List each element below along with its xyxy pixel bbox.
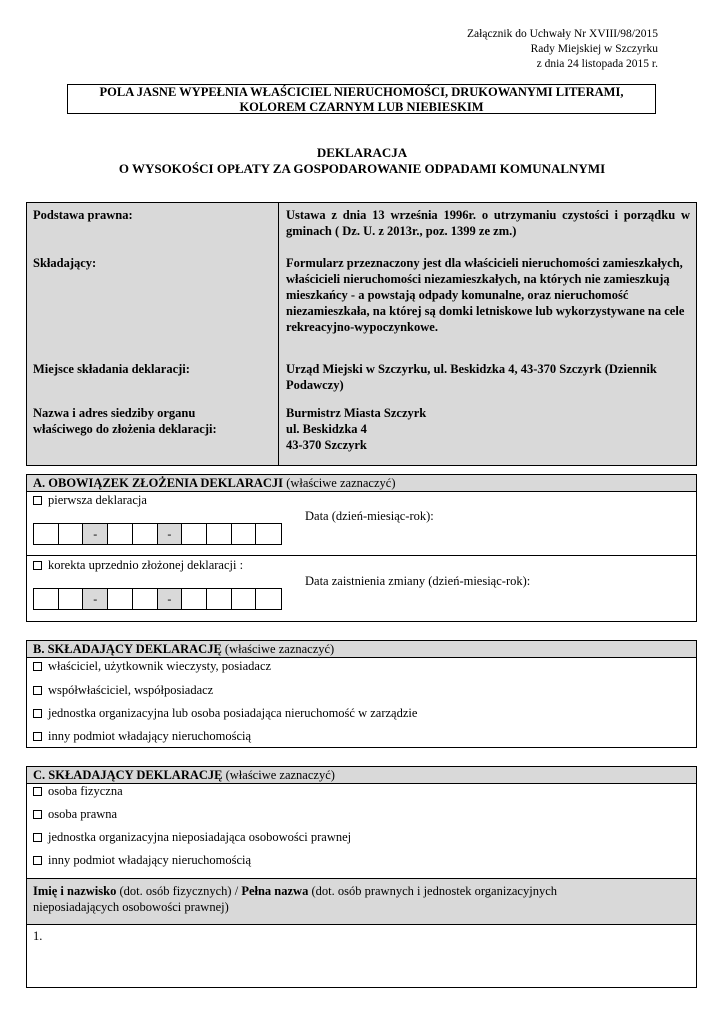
title-line-1: DEKLARACJA — [316, 145, 408, 160]
option-org-unit-label: jednostka organizacyjna nieposiadająca osobowości prawnej — [48, 830, 352, 844]
section-a-divider — [27, 555, 696, 556]
date-cell[interactable] — [182, 524, 207, 544]
date-cell[interactable] — [232, 589, 257, 609]
section-b — [26, 640, 697, 748]
date-separator: - — [83, 589, 108, 609]
section-b-heading — [27, 641, 696, 658]
checkbox-legal-person[interactable] — [33, 810, 42, 819]
section-c-heading-bold: C. SKŁADAJĄCY DEKLARACJĘ — [33, 768, 223, 782]
annex-line-2: Rady Miejskiej w Szczyrku — [530, 43, 658, 55]
annex-line-3: z dnia 24 listopada 2015 r. — [536, 58, 658, 70]
submitter-value: Formularz przeznaczony jest dla właścicieli nieruchomości zamieszkałych, właścicieli nieruchomości niezamieszkałych, na których nie zamieszkują mieszkańcy - a powstają odpady komunalne, oraz nieruchomość niezamieszkała, na której są domki letniskowe lub wykorzystywane na cele rekreacyjno-wypoczynkowe. — [286, 256, 685, 334]
date-cell[interactable] — [133, 524, 158, 544]
submitter-label: Składający: — [33, 256, 97, 270]
authority-label — [33, 405, 217, 437]
date-cell[interactable] — [182, 589, 207, 609]
option-other-entity[interactable] — [27, 728, 696, 744]
field-number-1: 1. — [33, 929, 43, 943]
option-owner[interactable] — [27, 658, 696, 674]
legal-basis-label: Podstawa prawna: — [33, 208, 133, 222]
section-a-heading-note: (właściwe zaznaczyć) — [283, 476, 396, 490]
authority-label-line-1: Nazwa i adres siedziby organu — [33, 406, 196, 420]
annex-line-1: Załącznik do Uchwały Nr XVIII/98/2015 — [467, 28, 658, 40]
date-cell[interactable] — [34, 589, 59, 609]
date-cell[interactable] — [133, 589, 158, 609]
option-co-owner-label: współwłaściciel, współposiadacz — [48, 683, 214, 697]
checkbox-co-owner[interactable] — [33, 686, 42, 695]
date-grid-2[interactable] — [33, 588, 282, 610]
option-first-declaration[interactable] — [27, 492, 696, 508]
option-managing-unit-label: jednostka organizacyjna lub osoba posiadająca nieruchomość w zarządzie — [48, 706, 418, 720]
document-title — [0, 145, 724, 177]
section-c-divider-2 — [27, 924, 696, 925]
name-label-note-1: (dot. osób fizycznych) / — [116, 884, 242, 898]
authority-label-line-2: właściwego do złożenia deklaracji: — [33, 422, 217, 436]
legal-info-box — [26, 202, 697, 466]
checkbox-first-declaration[interactable] — [33, 496, 42, 505]
option-other-entity-label: inny podmiot władający nieruchomością — [48, 729, 252, 743]
section-b-heading-note: (właściwe zaznaczyć) — [221, 642, 335, 656]
place-value: Urząd Miejski w Szczyrku, ul. Beskidzka 4, 43-370 Szczyrk (Dziennik Podawczy) — [286, 362, 657, 392]
date-cell[interactable] — [207, 589, 232, 609]
date-label-2: Data zaistnienia zmiany (dzień-miesiąc-rok): — [305, 574, 531, 588]
date-grid-1[interactable] — [33, 523, 282, 545]
option-natural-person[interactable] — [27, 783, 696, 799]
date-separator: - — [83, 524, 108, 544]
name-label-bold-1: Imię i nazwisko — [33, 884, 117, 898]
option-natural-person-label: osoba fizyczna — [48, 784, 123, 798]
section-c-heading-note: (właściwe zaznaczyć) — [222, 768, 335, 782]
name-input-field[interactable] — [33, 928, 683, 984]
name-label-bold-2: Pełna nazwa — [241, 884, 309, 898]
fill-instructions-box — [67, 84, 656, 114]
authority-value — [286, 405, 690, 453]
section-c-heading — [27, 767, 696, 784]
checkbox-natural-person[interactable] — [33, 787, 42, 796]
name-field-label — [33, 883, 683, 915]
date-label-1: Data (dzień-miesiąc-rok): — [305, 509, 434, 523]
section-a — [26, 474, 697, 622]
date-cell[interactable] — [59, 524, 84, 544]
checkbox-other-entity-c[interactable] — [33, 856, 42, 865]
info-divider — [278, 203, 279, 465]
section-c — [26, 766, 697, 988]
date-cell[interactable] — [108, 589, 133, 609]
authority-line-2: ul. Beskidzka 4 — [286, 422, 367, 436]
date-separator: - — [158, 589, 183, 609]
name-label-line-2: nieposiadających osobowości prawnej) — [33, 900, 229, 914]
option-legal-person-label: osoba prawna — [48, 807, 118, 821]
place-label: Miejsce składania deklaracji: — [33, 362, 190, 376]
date-cell[interactable] — [34, 524, 59, 544]
title-line-2: O WYSOKOŚCI OPŁATY ZA GOSPODAROWANIE ODPADAMI KOMUNALNYMI — [118, 161, 606, 176]
option-correction-label: korekta uprzednio złożonej deklaracji : — [48, 558, 244, 572]
section-b-heading-bold: B. SKŁADAJĄCY DEKLARACJĘ — [33, 642, 222, 656]
date-cell[interactable] — [256, 524, 281, 544]
option-owner-label: właściciel, użytkownik wieczysty, posiadacz — [48, 659, 272, 673]
checkbox-correction[interactable] — [33, 561, 42, 570]
checkbox-owner[interactable] — [33, 662, 42, 671]
option-legal-person[interactable] — [27, 806, 696, 822]
section-a-heading — [27, 475, 696, 492]
checkbox-other-entity[interactable] — [33, 732, 42, 741]
option-managing-unit[interactable] — [27, 705, 696, 721]
authority-line-3: 43-370 Szczyrk — [286, 438, 367, 452]
section-a-heading-bold: A. OBOWIĄZEK ZŁOŻENIA DEKLARACJI — [33, 476, 284, 490]
date-cell[interactable] — [256, 589, 281, 609]
date-cell[interactable] — [232, 524, 257, 544]
option-correction[interactable] — [27, 557, 696, 573]
checkbox-managing-unit[interactable] — [33, 709, 42, 718]
date-cell[interactable] — [207, 524, 232, 544]
option-first-declaration-label: pierwsza deklaracja — [48, 493, 147, 507]
name-label-note-2: (dot. osób prawnych i jednostek organizacyjnych — [308, 884, 557, 898]
checkbox-org-unit[interactable] — [33, 833, 42, 842]
legal-basis-value: Ustawa z dnia 13 września 1996r. o utrzymaniu czystości i porządku w gminach ( Dz. U. z 2013r., poz. 1399 ze zm.) — [286, 208, 690, 238]
authority-line-1: Burmistrz Miasta Szczyrk — [286, 406, 427, 420]
date-cell[interactable] — [59, 589, 84, 609]
option-other-entity-c-label: inny podmiot władający nieruchomością — [48, 853, 252, 867]
notice-line-2: KOLOREM CZARNYM LUB NIEBIESKIM — [239, 100, 484, 114]
annex-header — [467, 27, 658, 72]
date-cell[interactable] — [108, 524, 133, 544]
option-org-unit[interactable] — [27, 829, 696, 845]
notice-line-1: POLA JASNE WYPEŁNIA WŁAŚCICIEL NIERUCHOMOŚCI, DRUKOWANYMI LITERAMI, — [99, 85, 624, 99]
option-other-entity-c[interactable] — [27, 852, 696, 868]
option-co-owner[interactable] — [27, 682, 696, 698]
date-separator: - — [158, 524, 183, 544]
